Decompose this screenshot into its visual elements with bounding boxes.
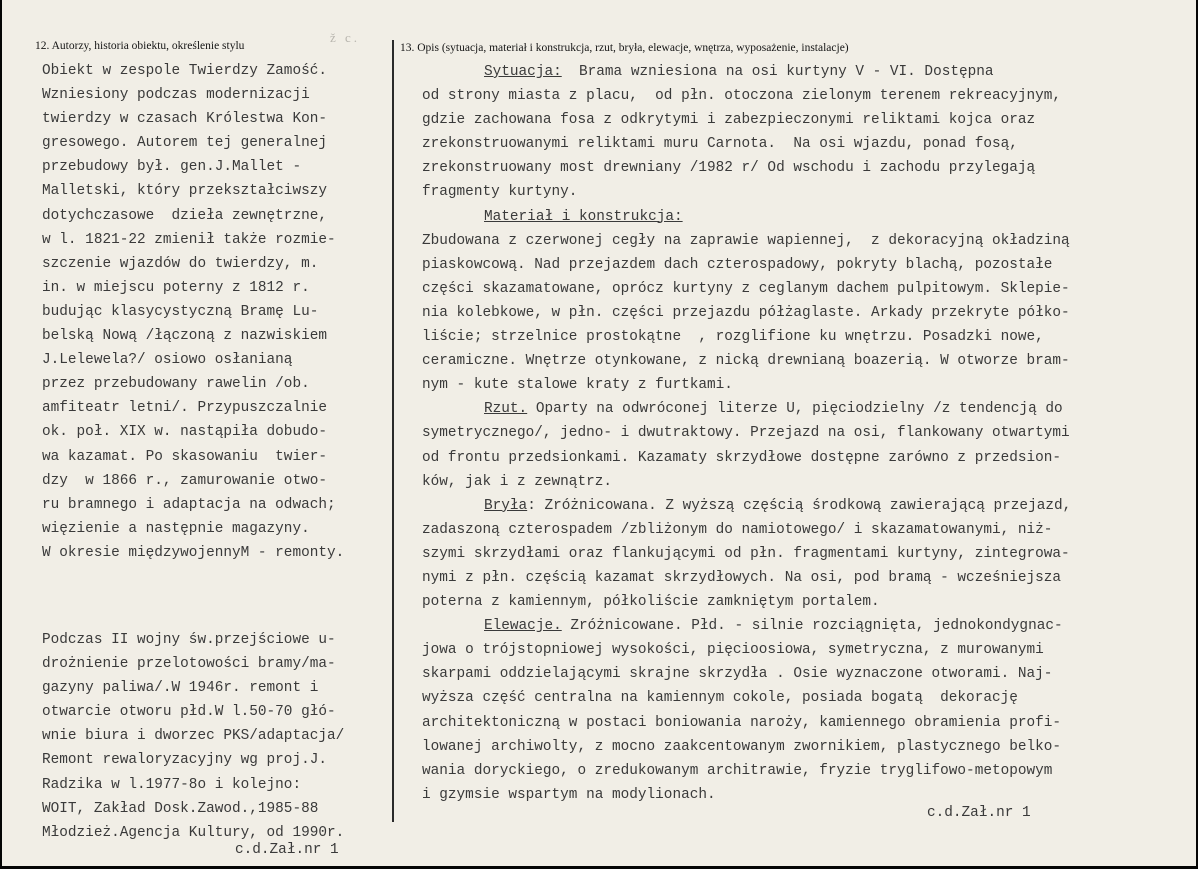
section-12-heading: 12. Autorzy, historia obiektu, określenie stylu: [35, 40, 245, 52]
section-label: Materiał i konstrukcja:: [484, 208, 683, 225]
text-line: [422, 253, 1071, 277]
text-line: otwarcie otworu płd.W l.50-70 głó-: [42, 704, 336, 721]
text-line: wa kazamat. Po skasowaniu twier-: [42, 448, 327, 465]
line-text: piaskowcową. Nad przejazdem dach czterospadowy, pokryty blachą, pozostałe: [422, 256, 1053, 273]
line-text: Zróżnicowane. Płd. - silnie rozciągnięta, jednokondygnac-: [561, 618, 1063, 635]
text-line: [422, 686, 1071, 710]
text-line: Obiekt w zespole Twierdzy Zamość.: [42, 63, 327, 79]
line-text: gdzie zachowana fosa z odkrytymi i zabezpieczonymi reliktami kojca oraz: [422, 112, 1036, 129]
text-line: [422, 156, 1071, 180]
line-text: liście; strzelnice prostokątne , rozglifione ku wnętrzu. Posadzki nowe,: [422, 329, 1044, 346]
section-line: [422, 60, 1071, 84]
line-text: szymi skrzydłami oraz flankującymi od płn. fragmentami kurtyny, zintegrowa-: [422, 545, 1070, 562]
text-line: w l. 1821-22 zmienił także rozmie-: [42, 231, 336, 248]
line-text: jowa o trójstopniowej wysokości, pięcioosiowa, symetryczna, z murowanymi: [422, 642, 1044, 659]
line-text: części skazamatowane, oprócz kurtyny z ceglanym dachem pulpitowym. Sklepie-: [422, 280, 1070, 297]
text-line: [422, 662, 1071, 686]
text-line: [422, 470, 1071, 494]
section-line: [422, 494, 1071, 518]
line-text: ceramiczne. Wnętrze otynkowane, z nicką drewnianą boazerią. W otworze bram-: [422, 353, 1070, 370]
section-line: [422, 205, 1071, 229]
line-text: poterna z kamiennym, półkoliście zamkniętym portalem.: [422, 594, 880, 611]
line-text: skarpami oddzielającymi skrajne skrzydła . Osie wyznaczone otworami. Naj-: [422, 666, 1053, 683]
text-line: WOIT, Zakład Dosk.Zawod.,1985-88: [42, 800, 319, 817]
section-13-heading: 13. Opis (sytuacja, materiał i konstrukcja, rzut, bryła, elewacje, wnętrza, wyposażenie, instalacje): [400, 42, 849, 54]
text-line: Młodzież.Agencja Kultury, od 1990r.: [42, 824, 345, 841]
line-text: architektoniczną w postaci boniowania naroży, kamiennego obramienia profi-: [422, 714, 1062, 731]
text-line: amfiteatr letni/. Przypuszczalnie: [42, 400, 327, 417]
text-line: [422, 542, 1071, 566]
text-line: [422, 277, 1071, 301]
text-line: [422, 349, 1071, 373]
text-line: [422, 373, 1071, 397]
text-line: [422, 590, 1071, 614]
line-text: zrekonstruowanymi reliktami muru Carnota. Na osi wjazdu, ponad fosą,: [422, 136, 1018, 153]
line-text: Zbudowana z czerwonej cegły na zaprawie wapiennej, z dekoracyjną okładziną: [422, 232, 1070, 249]
section-label: Rzut.: [484, 401, 528, 418]
text-line: więzienie a następnie magazyny.: [42, 520, 310, 537]
column-divider: [392, 40, 394, 822]
text-line: wnie biura i dworzec PKS/adaptacja/: [42, 728, 345, 745]
line-text: nym - kute stalowe kraty z furtkami.: [422, 377, 733, 394]
text-line: Remont rewaloryzacyjny wg proj.J.: [42, 752, 327, 769]
line-text: i gzymsie wspartym na modylionach.: [422, 786, 716, 803]
continuation-reference-left: c.d.Zał.nr 1: [235, 842, 339, 858]
line-text: od frontu przedsionkami. Kazamaty skrzydłowe dostępne zarówno z przedsion-: [422, 449, 1062, 466]
text-line: J.Lelewela?/ osiowo osłanianą: [42, 352, 293, 369]
line-text: nia kolebkowe, w płn. części przejazdu półżaglaste. Arkady przekryte półko-: [422, 304, 1070, 321]
text-line: [422, 84, 1071, 108]
text-line: twierdzy w czasach Królestwa Kon-: [42, 111, 327, 128]
section-line: [422, 397, 1071, 421]
line-text: od strony miasta z placu, od płn. otoczona zielonym terenem rekreacyjnym,: [422, 88, 1062, 105]
text-line: [422, 421, 1071, 445]
text-line: [422, 446, 1071, 470]
text-line: Podczas II wojny św.przejściowe u-: [42, 632, 336, 648]
line-text: nymi z płn. częścią kazamat skrzydłowych. Na osi, pod bramą - wcześniejsza: [422, 569, 1062, 586]
text-line: [422, 566, 1071, 590]
text-line: [422, 301, 1071, 325]
text-line: przez przebudowany rawelin /ob.: [42, 376, 310, 393]
line-text: zadaszoną czterospadem /zbliżonym do namiotowego/ i skazamatowanymi, niż-: [422, 521, 1053, 538]
line-text: : Zróżnicowana. Z wyższą częścią środkową zawierającą przejazd,: [527, 497, 1072, 514]
text-line: [422, 518, 1071, 542]
text-line: przebudowy był. gen.J.Mallet -: [42, 159, 302, 176]
text-line: ok. poł. XIX w. nastąpiła dobudo-: [42, 424, 327, 441]
text-line: gazyny paliwa/.W 1946r. remont i: [42, 680, 319, 697]
text-line: Malletski, który przekształciwszy: [42, 183, 327, 200]
document-sheet: [2, 0, 1196, 866]
section-line: [422, 614, 1071, 638]
section-label: Bryła: [484, 497, 528, 514]
text-line: in. w miejscu poterny z 1812 r.: [42, 279, 310, 296]
section-label: Sytuacja:: [484, 64, 562, 80]
line-text: Oparty na odwróconej literze U, pięciodzielny /z tendencją do: [527, 401, 1063, 418]
text-line: drożnienie przelotowości bramy/ma-: [42, 656, 336, 673]
continuation-reference-right: c.d.Zał.nr 1: [927, 805, 1031, 821]
text-line: [422, 638, 1071, 662]
line-text: symetrycznego/, jedno- i dwutraktowy. Przejazd na osi, flankowany otwartymi: [422, 425, 1070, 442]
line-text: wania doryckiego, o zredukowanym architrawie, fryzie tryglifowo-metopowym: [422, 762, 1053, 779]
text-line: [422, 735, 1071, 759]
faint-corner-mark: ž c.: [330, 30, 361, 45]
text-line: ru bramnego i adaptacja na odwach;: [42, 496, 336, 513]
line-text: zrekonstruowany most drewniany /1982 r/ Od wschodu i zachodu przylegają: [422, 160, 1036, 177]
line-text: ków, jak i z zewnątrz.: [422, 473, 612, 490]
text-line: [422, 711, 1071, 735]
text-line: [422, 783, 1071, 807]
text-line: belską Nową /łączoną z nazwiskiem: [42, 328, 327, 345]
text-line: [422, 325, 1071, 349]
history-text-block-2: [42, 628, 344, 845]
text-line: [422, 132, 1071, 156]
text-line: [422, 108, 1071, 132]
line-text: wyższa część centralna na kamiennym cokole, posiada bogatą dekorację: [422, 690, 1018, 707]
line-text: lowanej archiwolty, z mocno zaakcentowanym zwornikiem, plastycznego belko-: [422, 738, 1062, 755]
text-line: W okresie międzywojennyM - remonty.: [42, 544, 345, 561]
history-text-block: [42, 59, 344, 565]
text-line: dzy w 1866 r., zamurowanie otwo-: [42, 472, 327, 489]
line-text: Brama wzniesiona na osi kurtyny V - VI. Dostępna: [561, 64, 994, 80]
text-line: [422, 229, 1071, 253]
text-line: szczenie wjazdów do twierdzy, m.: [42, 255, 319, 272]
section-label: Elewacje.: [484, 618, 562, 635]
text-line: dotychczasowe dzieła zewnętrzne,: [42, 207, 327, 224]
description-text-block: [422, 60, 1071, 807]
text-line: budując klasycystyczną Bramę Lu-: [42, 303, 319, 320]
line-text: fragmenty kurtyny.: [422, 184, 578, 201]
text-line: Wzniesiony podczas modernizacji: [42, 87, 310, 104]
text-line: gresowego. Autorem tej generalnej: [42, 135, 327, 152]
text-line: [422, 180, 1071, 204]
text-line: [422, 759, 1071, 783]
text-line: Radzika w l.1977-8o i kolejno:: [42, 776, 302, 793]
